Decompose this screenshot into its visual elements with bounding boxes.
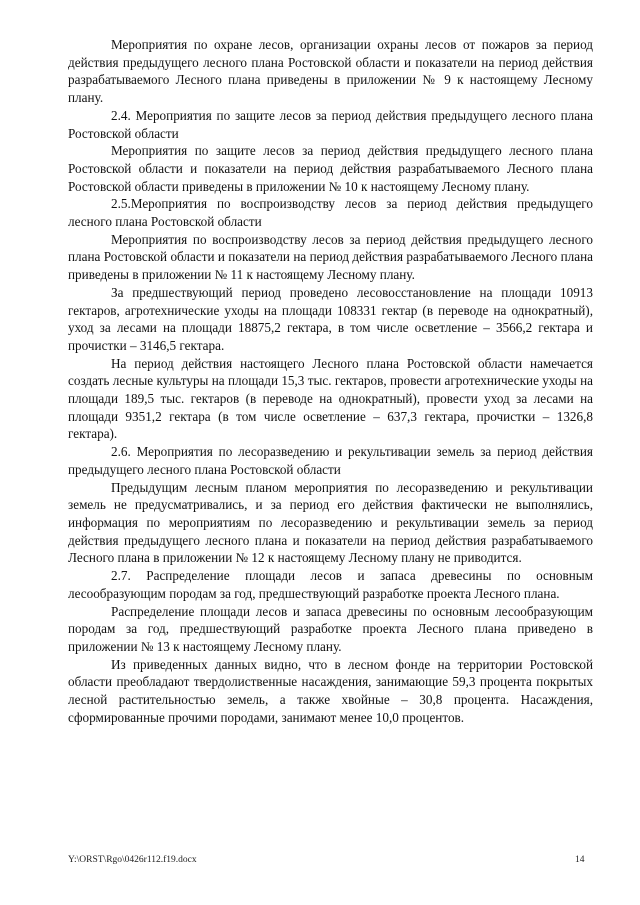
paragraph-forest-protection-fire: Мероприятия по охране лесов, организации охраны лесов от пожаров за период действия предыдущего лесного плана Ростовской области и показатели на период действия разрабатываемого Лесного плана приведены в приложении № 9 к настоящему Лесному плану.: [68, 37, 593, 106]
footer-file-path: Y:\ORST\Rgo\0426r112.f19.docx: [68, 855, 197, 865]
document-body: [68, 36, 593, 726]
section-heading-2-7: 2.7. Распределение площади лесов и запаса древесины по основным лесообразующим породам за год, предшествующий разработке проекта Лесного плана.: [68, 568, 593, 601]
section-heading-2-4: 2.4. Мероприятия по защите лесов за период действия предыдущего лесного плана Ростовской области: [68, 107, 593, 141]
page-number: 14: [575, 855, 585, 865]
paragraph-reproduction: Мероприятия по воспроизводству лесов за период действия предыдущего лесного плана Ростовской области и показатели на период действия разрабатываемого Лесного плана приведены в приложении № 11 к настоящему Лесному плану.: [68, 231, 593, 283]
paragraph-reforestation-past: За предшествующий период проведено лесовосстановление на площади 10913 гектаров, агротехнические уходы на площади 108331 гектар (в переводе на однократный), уход за лесами на площади 18875,2 гектара, в том числе осветление – 3566,2 гектара и прочистки – 3146,5 гектара.: [68, 284, 593, 353]
paragraph-afforestation: Предыдущим лесным планом мероприятия по лесоразведению и рекультивации земель не предусматривались, и за период его действия фактически не выполнялись, информация по мероприятиям по лесоразведению и рекультивации земель за период действия предыдущего лесного плана и показатели на период действия разрабатываемого Лесного плана в приложении № 12 к настоящему Лесному плану не приводится.: [68, 479, 593, 566]
paragraph-forest-defense: Мероприятия по защите лесов за период действия предыдущего лесного плана Ростовской области и показатели на период действия разрабатываемого Лесного плана Ростовской области приведены в приложении № 10 к настоящему Лесному плану.: [68, 143, 593, 194]
paragraph-reforestation-plan: На период действия настоящего Лесного плана Ростовской области намечается создать лесные культуры на площади 15,3 тыс. гектаров, провести агротехнические уходы на площади 189,5 тыс. гектаров (в переводе на однократный), провести уход за лесами на площади 9351,2 гектара (в том числе осветление – 637,3 гектара, прочистки – 1326,8 гектара).: [68, 355, 593, 442]
section-heading-2-5: 2.5.Мероприятия по воспроизводству лесов за период действия предыдущего лесного плана Ростовской области: [68, 196, 593, 230]
paragraph-conclusion: Из приведенных данных видно, что в лесном фонде на территории Ростовской области преобладают твердолиственные насаждения, занимающие 59,3 процента покрытых лесной растительностью земель, а также хвойные – 30,8 процента. Насаждения, сформированные прочими породами, занимают менее 10,0 процентов.: [68, 656, 593, 725]
paragraph-distribution: Распределение площади лесов и запаса древесины по основным лесообразующим породам за год, предшествующий разработке проекта Лесного плана приведено в приложении № 13 к настоящему Лесному плану.: [68, 603, 593, 654]
section-heading-2-6: 2.6. Мероприятия по лесоразведению и рекультивации земель за период действия предыдущего лесного плана Ростовской области: [68, 444, 593, 477]
